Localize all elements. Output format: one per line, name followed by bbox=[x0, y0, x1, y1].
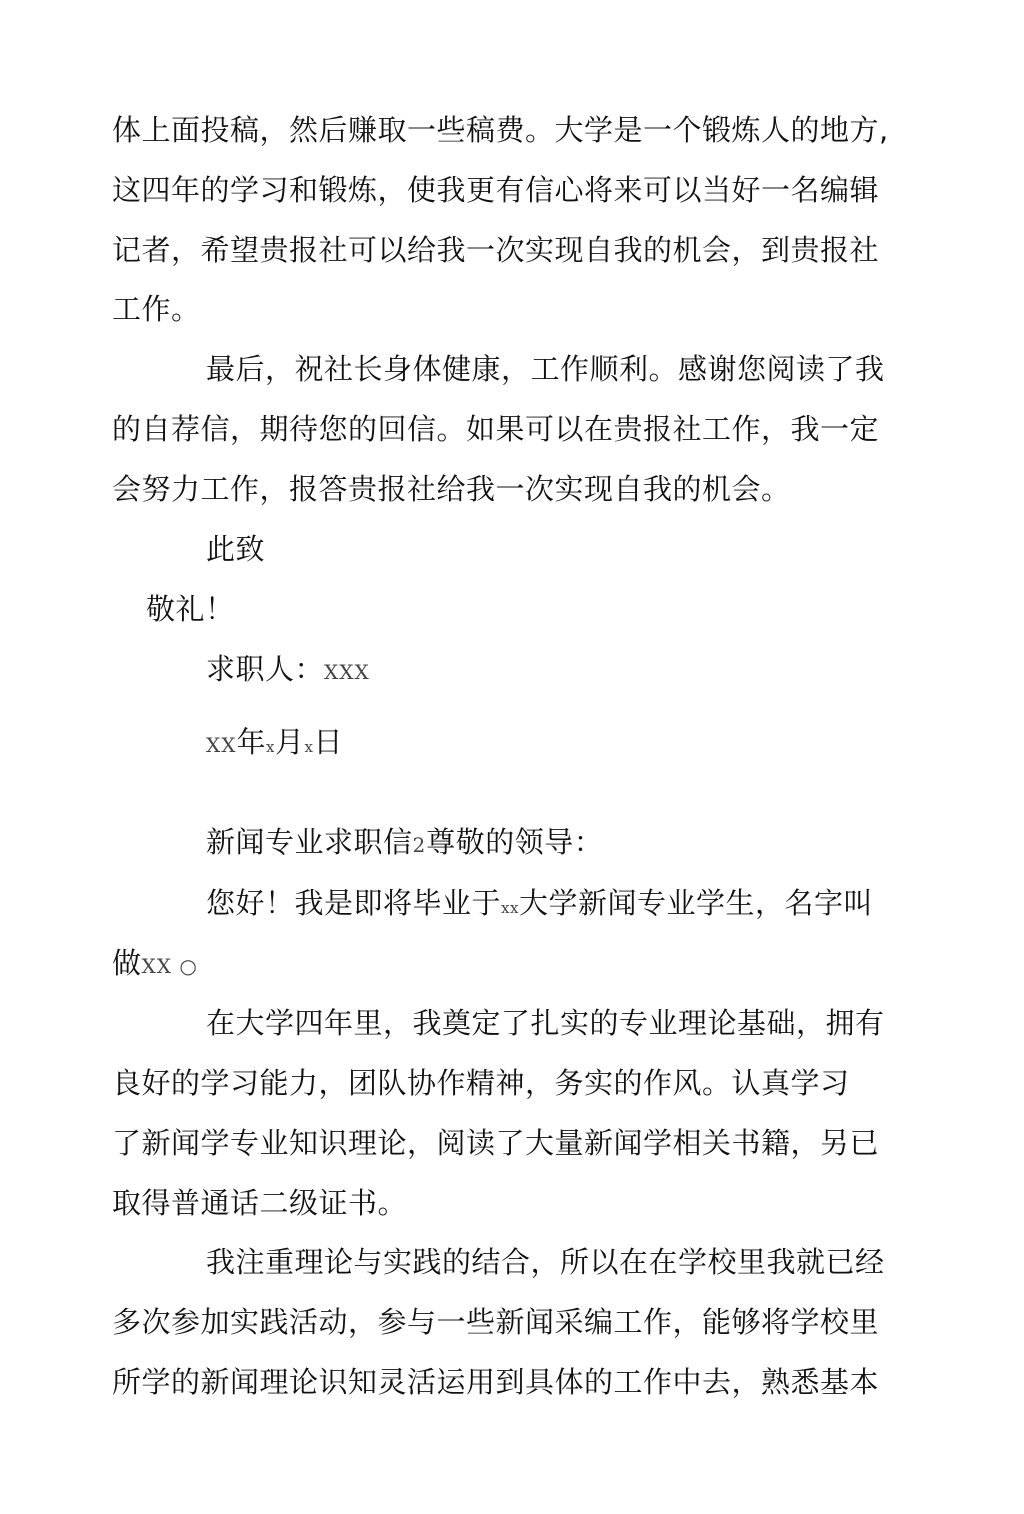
text-line: 取得普通话二级证书。 bbox=[112, 1186, 408, 1220]
text-line: 在大学四年里，我奠定了扎实的专业理论基础，拥有 bbox=[206, 1006, 885, 1040]
text-line: 所学的新闻理论识知灵活运用到具体的工作中去，熟悉基本 bbox=[112, 1365, 880, 1399]
greeting-line-2-prefix: 做 bbox=[112, 946, 142, 980]
text-line: 工作。 bbox=[112, 292, 201, 326]
signature-name: XXX bbox=[324, 660, 370, 684]
section-title-prefix: 新闻专业求职信 bbox=[206, 825, 413, 859]
date-month-value: x bbox=[266, 738, 275, 756]
section-title bbox=[206, 822, 603, 865]
section-title-suffix: 尊敬的领导： bbox=[426, 825, 604, 859]
date-year-value: XX bbox=[206, 733, 237, 757]
text-line: 的自荐信，期待您的回信。如果可以在贵报社工作，我一定 bbox=[112, 412, 880, 446]
closing-line: 此致 bbox=[206, 532, 266, 566]
text-line: 我注重理论与实践的结合，所以在在学校里我就已经 bbox=[206, 1245, 885, 1279]
signature-line bbox=[206, 649, 370, 692]
greeting-line bbox=[206, 883, 873, 928]
closing-salutation: 敬礼！ bbox=[146, 592, 235, 626]
text-line: 多次参加实践活动，参与一些新闻采编工作，能够将学校里 bbox=[112, 1305, 880, 1339]
date-line bbox=[206, 722, 343, 767]
date-month-label: 月 bbox=[274, 725, 305, 759]
greeting-line-2 bbox=[112, 943, 198, 986]
text-line: 体上面投稿，然后赚取一些稿费。大学是一个锻炼人的地方, bbox=[112, 113, 889, 147]
date-day-label: 日 bbox=[313, 725, 343, 759]
text-line: 会努力工作，报答贵报社给我一次实现自我的机会。 bbox=[112, 472, 791, 506]
text-line: 这四年的学习和锻炼，使我更有信心将来可以当好一名编辑 bbox=[112, 173, 880, 207]
date-year-label: 年 bbox=[236, 725, 266, 759]
date-day-value: x bbox=[304, 738, 314, 756]
text-line: 记者，希望贵报社可以给我一次实现自我的机会，到贵报社 bbox=[112, 233, 880, 267]
greeting-part-2: 大学新闻专业学生，名字叫 bbox=[518, 886, 873, 920]
name-value: XX ○ bbox=[141, 954, 198, 978]
section-number: 2 bbox=[412, 833, 427, 857]
text-line: 了新闻学专业知识理论，阅读了大量新闻学相关书籍，另已 bbox=[112, 1126, 880, 1160]
signature-label: 求职人： bbox=[206, 652, 325, 686]
text-line: 最后，祝社长身体健康，工作顺利。感谢您阅读了我 bbox=[206, 352, 885, 386]
greeting-part-1: 您好！我是即将毕业于 bbox=[206, 886, 502, 920]
school-value: xx bbox=[501, 899, 519, 917]
text-line: 良好的学习能力，团队协作精神，务实的作风。认真学习 bbox=[112, 1066, 850, 1100]
